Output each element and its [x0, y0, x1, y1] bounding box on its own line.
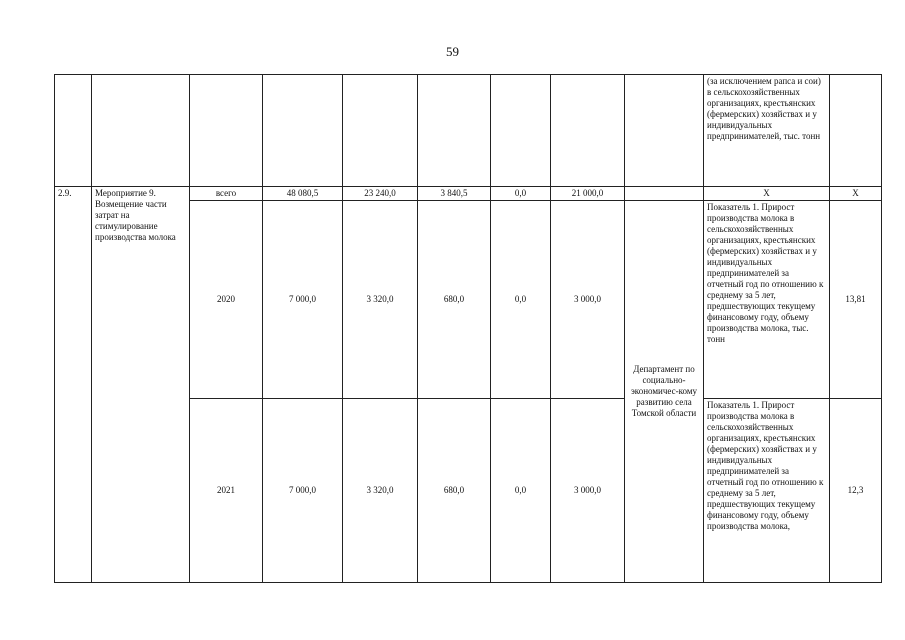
table-cell [190, 75, 263, 187]
value-cell: 3 840,5 [418, 187, 491, 201]
period-label: всего [190, 187, 263, 201]
table-cell [92, 75, 190, 187]
value-cell: 48 080,5 [263, 187, 343, 201]
table-cell [551, 75, 625, 187]
value-cell: 3 320,0 [343, 201, 418, 399]
table-row-total [55, 187, 882, 201]
value-cell: 7 000,0 [263, 201, 343, 399]
value-cell: 0,0 [491, 187, 551, 201]
responsible-cell: Департамент по социально-экономичес-кому развитию села Томской области [625, 201, 704, 583]
table-cell [491, 75, 551, 187]
value-cell: 23 240,0 [343, 187, 418, 201]
table-cell [343, 75, 418, 187]
value-cell: 0,0 [491, 399, 551, 583]
page-number: 59 [446, 44, 459, 59]
value-cell: 3 000,0 [551, 399, 625, 583]
value-cell: 7 000,0 [263, 399, 343, 583]
value-cell: 0,0 [491, 201, 551, 399]
indicator-cell: Показатель 1. Прирост производства молока в сельскохозяйственных организациях, крестьянских (фермерских) хозяйствах и у индивидуальных предпринимателей за отчетный год по отношению к среднему за 5 лет, предшествующих текущему финансовому году, объему производства молока, тыс. тонн [704, 201, 830, 399]
value-cell: 680,0 [418, 399, 491, 583]
table-cell [418, 75, 491, 187]
table-row-continuation [55, 75, 882, 187]
program-table [54, 74, 882, 583]
year-cell: 2021 [190, 399, 263, 583]
year-cell: 2020 [190, 201, 263, 399]
table-cell [625, 75, 704, 187]
indicator-cell: Показатель 1. Прирост производства молока в сельскохозяйственных организациях, крестьянских (фермерских) хозяйствах и у индивидуальных предпринимателей за отчетный год по отношению к среднему за 5 лет, предшествующих текущему финансовому году, объему производства молока, [704, 399, 830, 583]
indicator-value: X [830, 187, 882, 201]
table-cell [55, 75, 92, 187]
measure-code: 2.9. [55, 187, 92, 583]
indicator-value: 12,3 [830, 399, 882, 583]
value-cell: 3 000,0 [551, 201, 625, 399]
table-cell [625, 187, 704, 201]
indicator-cell: (за исключением рапса и сои) в сельскохозяйственных организациях, крестьянских (фермерских) хозяйствах и у индивидуальных предпринимателей, тыс. тонн [704, 75, 830, 187]
table-cell [263, 75, 343, 187]
value-cell: 3 320,0 [343, 399, 418, 583]
indicator-cell: X [704, 187, 830, 201]
table-cell [830, 75, 882, 187]
indicator-value: 13,81 [830, 201, 882, 399]
measure-name: Мероприятие 9. Возмещение части затрат на стимулирование производства молока [92, 187, 190, 583]
value-cell: 680,0 [418, 201, 491, 399]
value-cell: 21 000,0 [551, 187, 625, 201]
